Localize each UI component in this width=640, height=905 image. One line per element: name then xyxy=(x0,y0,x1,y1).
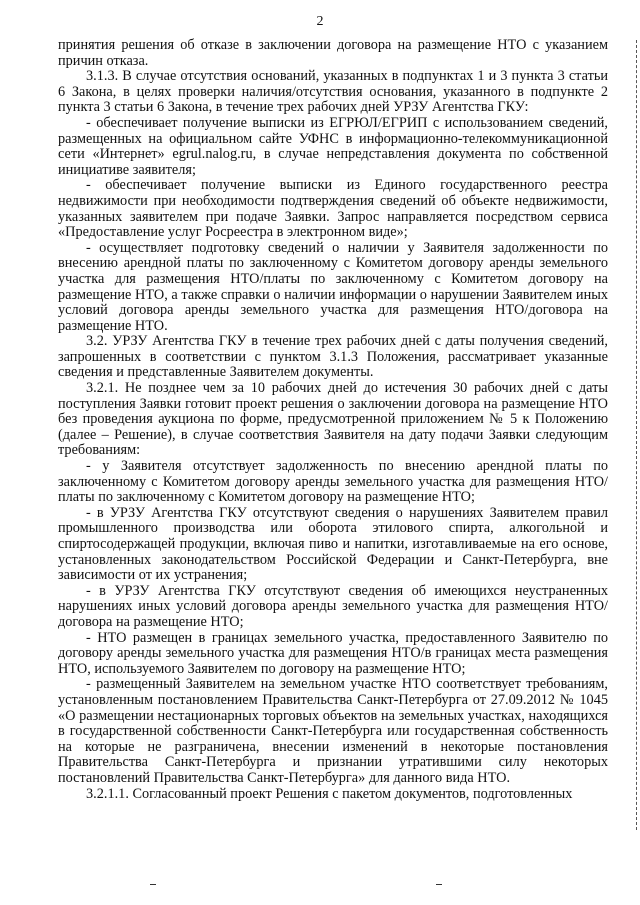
scan-mark xyxy=(436,884,442,885)
paragraph: 3.2.1.1. Согласованный проект Решения с пакетом документов, подготовленных xyxy=(86,785,573,802)
paragraph: 3.2.1. Не позднее чем за 10 рабочих дней до истечения 30 рабочих дней с даты поступления Заявки готовит проект решения о заключении договора на размещение НТО без проведения аукциона по форме, предусмотренной приложением № 5 к Положению (далее – Решение), в случае соответствия Заявителя на дату подачи Заявки следующим требованиям: xyxy=(58,380,608,459)
paragraph: 3.1.3. В случае отсутствия оснований, указанных в подпунктах 1 и 3 пункта 3 статьи 6 Закона, в целях проверки наличия/отсутствия основания, указанного в подпункте 2 пункта 3 статьи 6 Закона, в течение трех рабочих дней УРЗУ Агентства ГКУ: xyxy=(58,68,608,116)
list-item: - размещенный Заявителем на земельном участке НТО соответствует требованиям, установленным постановлением Правительства Санкт-Петербурга от 27.09.2012 № 1045 «О размещении нестационарных торговых объектов на земельных участках, находящихся в государственной собственности Санкт-Петербурга или государственная собственность на которые не разграничена, внесении изменений в некоторые постановления Правительства Санкт-Петербурга и признании утратившими силу некоторых постановлений Правительства Санкт-Петербурга» для данного вида НТО. xyxy=(58,676,608,786)
scan-edge-line xyxy=(636,40,637,830)
list-item: - в УРЗУ Агентства ГКУ отсутствуют сведения о нарушениях Заявителем правил промышленного производства или оборота этилового спирта, алкогольной и спиртосодержащей продукции, включая пиво и напитки, изготавливаемые на его основе, установленных законодательством Российской Федерации и Санкт-Петербурга, вне зависимости от их устранения; xyxy=(58,504,608,584)
list-item: - НТО размещен в границах земельного участка, предоставленного Заявителю по договору аренды земельного участка для размещения НТО/в границах места размещения НТО, используемого Заявителем по договору на размещение НТО; xyxy=(58,629,608,677)
paragraph: принятия решения об отказе в заключении договора на размещение НТО с указанием причин отказа. xyxy=(58,37,608,69)
list-item: - в УРЗУ Агентства ГКУ отсутствуют сведения об имеющихся неустраненных нарушениях иных условий договора аренды земельного участка для размещения НТО/договора на размещение НТО; xyxy=(58,582,608,630)
list-item: - обеспечивает получение выписки из Единого государственного реестра недвижимости при необходимости подтверждения сведений об объекте недвижимости, указанных заявителем при подаче Заявки. Запрос направляется посредством сервиса «Предоставление услуг Росреестра в электронном виде»; xyxy=(58,177,608,241)
list-item: - осуществляет подготовку сведений о наличии у Заявителя задолженности по внесению арендной платы по заключенному с Комитетом договору аренды земельного участка для размещения НТО/платы по заключенному с Комитетом договору на размещение НТО, а также справки о наличии информации о нарушении Заявителем иных условий договора аренды земельного участка для размещения НТО/договора на размещение НТО. xyxy=(58,239,608,334)
page-number: 2 xyxy=(316,14,324,29)
scan-mark xyxy=(150,884,156,885)
paragraph: 3.2. УРЗУ Агентства ГКУ в течение трех рабочих дней с даты получения сведений, запрошенных в соответствии с пунктом 3.1.3 Положения, рассматривает указанные сведения и представленные Заявителем документы. xyxy=(58,333,608,381)
document-body xyxy=(58,38,608,802)
list-item: - обеспечивает получение выписки из ЕГРЮЛ/ЕГРИП с использованием сведений, размещенных на официальном сайте УФНС в информационно-телекоммуникационной сети «Интернет» egrul.nalog.ru, в случае непредставления документа по собственной инициативе заявителя; xyxy=(58,114,608,178)
list-item: - у Заявителя отсутствует задолженность по внесению арендной платы по заключенному с Комитетом договору аренды земельного участка для размещения НТО/платы по заключенному с Комитетом договору на размещение НТО; xyxy=(58,458,608,506)
